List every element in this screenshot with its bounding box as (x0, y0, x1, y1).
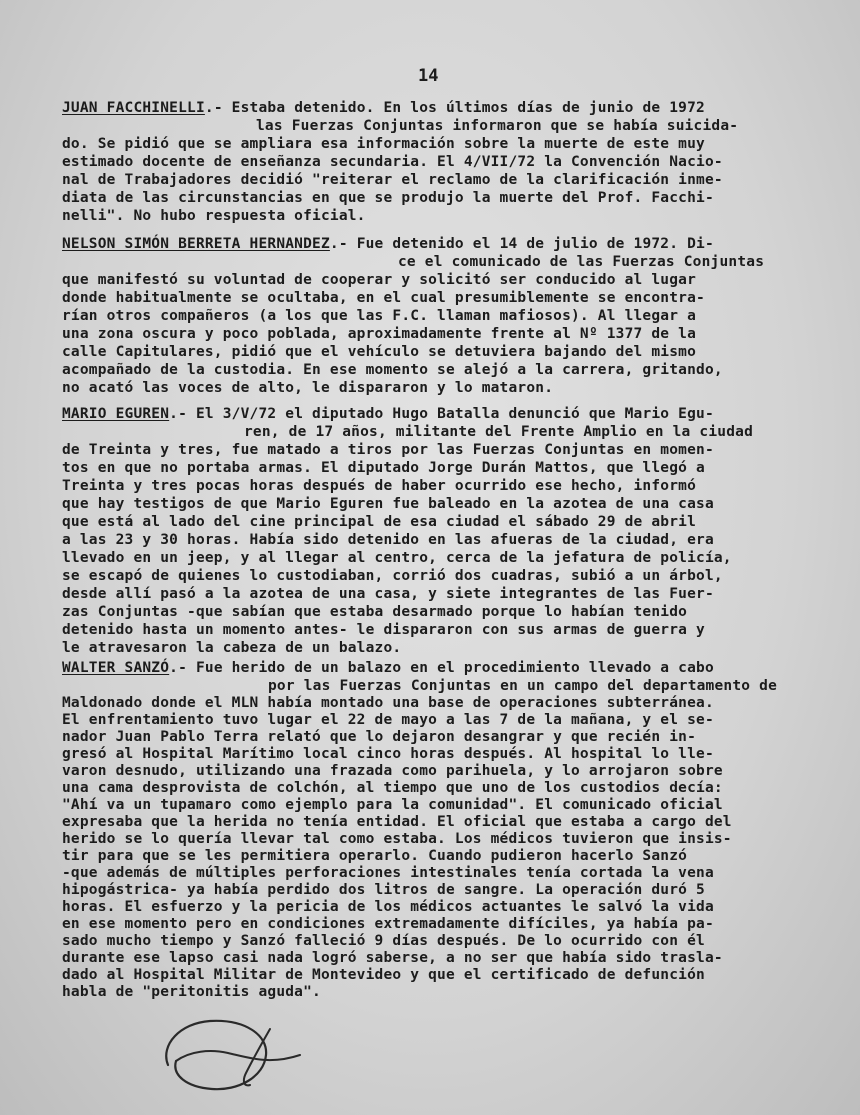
entry-line: estimado docente de enseñanza secundaria. El 4/VII/72 la Convención Nacio- (62, 154, 723, 170)
entry-line: Maldonado donde el MLN había montado una base de operaciones subterránea. (62, 695, 714, 711)
entry-line: donde habitualmente se ocultaba, en el cual presumiblemente se encontra- (62, 290, 705, 306)
entry-line: herido se lo quería llevar tal como estaba. Los médicos tuvieron que insis- (62, 831, 732, 847)
entry-line: expresaba que la herida no tenía entidad. El oficial que estaba a cargo del (62, 814, 732, 830)
entry-line: nador Juan Pablo Terra relató que lo dejaron desangrar y que recién in- (62, 729, 697, 745)
entry-line: .- El 3/V/72 el diputado Hugo Batalla denunció que Mario Egu- (169, 406, 714, 422)
entry-line: por las Fuerzas Conjuntas en un campo del departamento de (268, 678, 777, 694)
entry-line: "Ahí va un tupamaro como ejemplo para la comunidad". El comunicado oficial (62, 797, 723, 813)
entry-line: llevado en un jeep, y al llegar al centro, cerca de la jefatura de policía, (62, 550, 732, 566)
entry-line: varon desnudo, utilizando una frazada como parihuela, y lo arrojaron sobre (62, 763, 723, 779)
entry-line: una zona oscura y poco poblada, aproximadamente frente al Nº 1377 de la (62, 326, 697, 342)
entry-line: nelli". No hubo respuesta oficial. (62, 208, 366, 224)
entry-line: dado al Hospital Militar de Montevideo y que el certificado de defunción (62, 967, 705, 983)
entry-name: JUAN FACCHINELLI (62, 100, 205, 116)
entry-line: Treinta y tres pocas horas después de haber ocurrido ese hecho, informó (62, 478, 697, 494)
entry-line: El enfrentamiento tuvo lugar el 22 de mayo a las 7 de la mañana, y el se- (62, 712, 714, 728)
entry-heading-line (62, 660, 714, 676)
entry-line: no acató las voces de alto, le dispararon y lo mataron. (62, 380, 554, 396)
entry-line: rían otros compañeros (a los que las F.C. llaman mafiosos). Al llegar a (62, 308, 697, 324)
entry-line: tir para que se les permitiera operarlo. Cuando pudieron hacerlo Sanzó (62, 848, 688, 864)
entry-line: -que además de múltiples perforaciones intestinales tenía cortada la vena (62, 865, 714, 881)
entry-line: de Treinta y tres, fue matado a tiros por las Fuerzas Conjuntas en momen- (62, 442, 714, 458)
entry-name: WALTER SANZÓ (62, 660, 170, 676)
entry-line: tos en que no portaba armas. El diputado Jorge Durán Mattos, que llegó a (62, 460, 705, 476)
entry-line: .- Estaba detenido. En los últimos días de junio de 1972 (204, 100, 705, 116)
entry-line: que manifestó su voluntad de cooperar y solicitó ser conducido al lugar (62, 272, 697, 288)
entry-line: calle Capitulares, pidió que el vehículo se detuviera bajando del mismo (62, 344, 697, 360)
entry-heading-line (62, 406, 714, 422)
entry-heading-line (62, 100, 705, 116)
entry-line: diata de las circunstancias en que se produjo la muerte del Prof. Facchi- (62, 190, 714, 206)
entry-line: detenido hasta un momento antes- le dispararon con sus armas de guerra y (62, 622, 705, 638)
entry-line: habla de "peritonitis aguda". (62, 984, 321, 1000)
entry-line: una cama desprovista de colchón, al tiempo que uno de los custodios decía: (62, 780, 723, 796)
entry-line: acompañado de la custodia. En ese momento se alejó a la carrera, gritando, (62, 362, 723, 378)
entry-line: ce el comunicado de las Fuerzas Conjuntas (398, 254, 765, 270)
entry-name: MARIO EGUREN (62, 406, 170, 422)
entry-line: se escapó de quienes lo custodiaban, corrió dos cuadras, subió a un árbol, (62, 568, 723, 584)
entry-line: sado mucho tiempo y Sanzó falleció 9 días después. De lo ocurrido con él (62, 933, 705, 949)
entry-name: NELSON SIMÓN BERRETA HERNANDEZ (62, 236, 330, 252)
entry-line: que hay testigos de que Mario Eguren fue baleado en la azotea de una casa (62, 496, 714, 512)
handwritten-signature (150, 995, 310, 1105)
entry-heading-line (62, 236, 714, 252)
entry-line: desde allí pasó a la azotea de una casa, y siete integrantes de las Fuer- (62, 586, 714, 602)
entry-line: zas Conjuntas -que sabían que estaba desarmado porque lo habían tenido (62, 604, 688, 620)
entry-line: hipogástrica- ya había perdido dos litros de sangre. La operación duró 5 (62, 882, 705, 898)
entry-line: gresó al Hospital Marítimo local cinco horas después. Al hospital lo lle- (62, 746, 714, 762)
page-number: 14 (418, 66, 439, 86)
entry-line: que está al lado del cine principal de esa ciudad el sábado 29 de abril (62, 514, 697, 530)
entry-line: durante ese lapso casi nada logró saberse, a no ser que había sido trasla- (62, 950, 723, 966)
entry-line: en ese momento pero en condiciones extremadamente difíciles, ya había pa- (62, 916, 714, 932)
entry-line: ren, de 17 años, militante del Frente Amplio en la ciudad (244, 424, 753, 440)
entry-line: .- Fue herido de un balazo en el procedimiento llevado a cabo (169, 660, 714, 676)
entry-line: a las 23 y 30 horas. Había sido detenido en las afueras de la ciudad, era (62, 532, 714, 548)
entry-line: las Fuerzas Conjuntas informaron que se había suicida- (256, 118, 739, 134)
entry-line: nal de Trabajadores decidió "reiterar el reclamo de la clarificación inme- (62, 172, 723, 188)
entry-line: horas. El esfuerzo y la pericia de los médicos actuantes le salvó la vida (62, 899, 714, 915)
entry-line: le atravesaron la cabeza de un balazo. (62, 640, 402, 656)
entry-line: .- Fue detenido el 14 de julio de 1972. Di- (329, 236, 714, 252)
entry-line: do. Se pidió que se ampliara esa información sobre la muerte de este muy (62, 136, 705, 152)
